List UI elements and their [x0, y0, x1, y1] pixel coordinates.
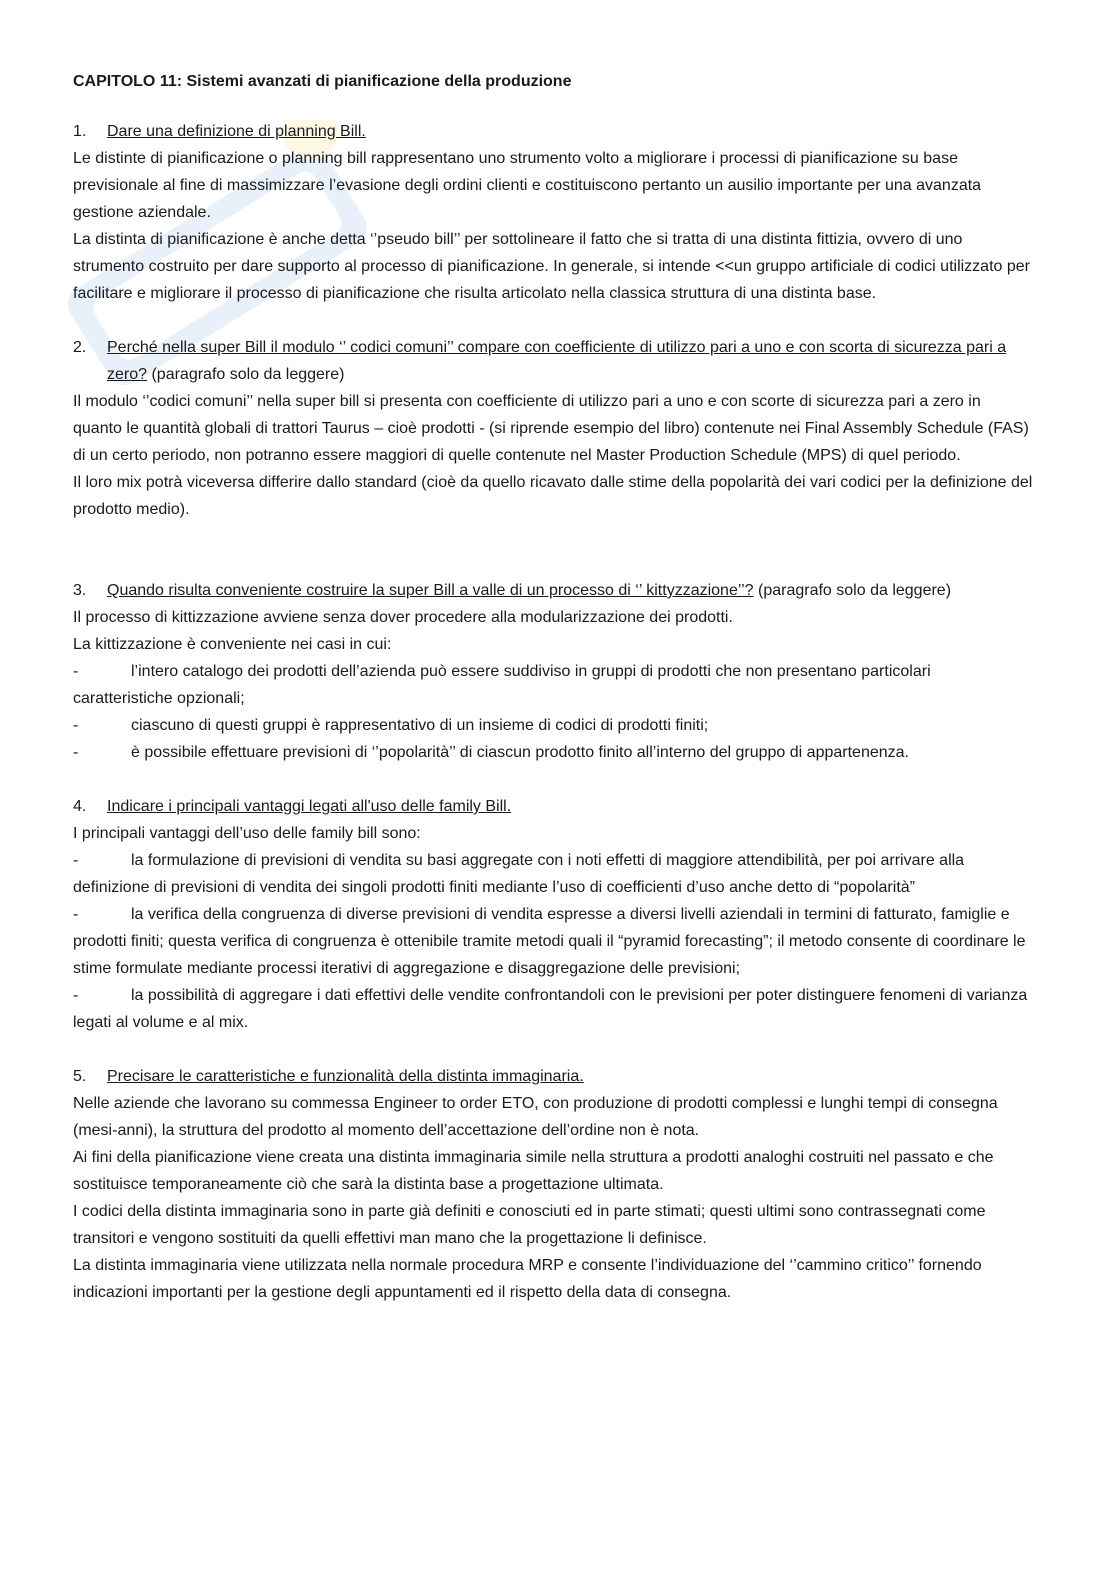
question-text: Dare una definizione di planning Bill. [107, 123, 366, 140]
bullet-item [73, 739, 1033, 766]
answer-paragraph: Nelle aziende che lavorano su commessa Engineer to order ETO, con produzione di prodotti complessi e lunghi tempi di consegna (mesi-anni), la struttura del prodotto al momento dell’accettazione dell’ordine non è nota. [73, 1095, 998, 1139]
answer-paragraph: Il loro mix potrà viceversa differire dallo standard (cioè da quello ricavato dalle stime della popolarità dei vari codici per la definizione del prodotto medio). [73, 474, 1033, 518]
question-note: (paragrafo solo da leggere) [753, 582, 952, 599]
answer-paragraph: La distinta di pianificazione è anche detta ‘’pseudo bill’’ per sottolineare il fatto che si tratta di una distinta fittizia, ovvero di uno strumento costruito per dare supporto al processo di pianificazione. In generale, si intende <<un gruppo artificiale di codici utilizzato per facilitare e migliorare il processo di pianificazione che risulta articolato nella classica struttura di una distinta base. [73, 231, 1030, 302]
bullet-text: ciascuno di questi gruppi è rappresentativo di un insieme di codici di prodotti finiti; [131, 717, 709, 734]
bullet-text: è possibile effettuare previsioni di ‘’popolarità’’ di ciascun prodotto finito all’interno del gruppo di appartenenza. [131, 744, 909, 761]
bullet-dash: - [73, 852, 79, 869]
bullet-dash: - [73, 987, 79, 1004]
answer-paragraph: Il processo di kittizzazione avviene senza dover procedere alla modularizzazione dei prodotti. [73, 609, 733, 626]
bullet-text: la formulazione di previsioni di vendita su basi aggregate con i noti effetti di maggiore attendibilità, per poi arrivare alla definizione di previsioni di vendita dei singoli prodotti finiti mediante l’uso di coefficienti d’uso anche detto di “popolarità” [73, 852, 965, 896]
question-2 [73, 334, 1033, 388]
answer-paragraph: La kittizzazione è conveniente nei casi in cui: [73, 636, 392, 653]
answer-paragraph: La distinta immaginaria viene utilizzata nella normale procedura MRP e consente l’individuazione del ‘’cammino critico’’ fornendo indicazioni importanti per la gestione degli appuntamenti ed il rispetto della data di consegna. [73, 1257, 982, 1301]
bullet-text: la possibilità di aggregare i dati effettivi delle vendite confrontandoli con le previsioni per poter distinguere fenomeni di varianza legati al volume e al mix. [73, 987, 1028, 1031]
answer-paragraph: Le distinte di pianificazione o planning bill rappresentano uno strumento volto a migliorare i processi di pianificazione su base previsionale al fine di massimizzare l’evasione degli ordini clienti e costituiscono pertanto un ausilio importante per una avanzata gestione aziendale. [73, 150, 982, 221]
answer-paragraph: Ai fini della pianificazione viene creata una distinta immaginaria simile nella struttura a prodotti analoghi costruiti nel passato e che sostituisce temporaneamente ciò che sarà la distinta base a progettazione ultimata. [73, 1149, 994, 1193]
bullet-dash: - [73, 663, 79, 680]
bullet-item [73, 712, 1033, 739]
bullet-item [73, 847, 1033, 901]
question-number: 4. [73, 798, 87, 815]
bullet-dash: - [73, 717, 79, 734]
question-number: 5. [73, 1068, 87, 1085]
question-text: Indicare i principali vantaggi legati all'uso delle family Bill. [107, 798, 512, 815]
question-5 [73, 1063, 1033, 1090]
question-number: 3. [73, 582, 87, 599]
document-page [73, 68, 1033, 1306]
chapter-title: CAPITOLO 11: Sistemi avanzati di pianificazione della produzione [73, 73, 572, 90]
bullet-text: l’intero catalogo dei prodotti dell’azienda può essere suddiviso in gruppi di prodotti che non presentano particolari caratteristiche opzionali; [73, 663, 931, 707]
question-4 [73, 793, 1033, 820]
question-1 [73, 118, 1033, 145]
bullet-item [73, 658, 1033, 712]
bullet-item [73, 901, 1033, 982]
bullet-item [73, 982, 1033, 1036]
question-text: Precisare le caratteristiche e funzionalità della distinta immaginaria. [107, 1068, 584, 1085]
answer-paragraph: I codici della distinta immaginaria sono in parte già definiti e conosciuti ed in parte stimati; questi ultimi sono contrassegnati come transitori e vengono sostituiti da quelli effettivi man mano che la progettazione li definisce. [73, 1203, 986, 1247]
question-text: Perché nella super Bill il modulo ‘’ codici comuni’’ compare con coefficiente di utilizzo pari a uno e con scorta di sicurezza pari a zero? [107, 339, 1007, 383]
question-number: 2. [73, 339, 87, 356]
bullet-dash: - [73, 744, 79, 761]
question-3 [73, 577, 1033, 604]
question-number: 1. [73, 123, 87, 140]
bullet-dash: - [73, 906, 79, 923]
answer-paragraph: I principali vantaggi dell’uso delle family bill sono: [73, 825, 421, 842]
question-text: Quando risulta conveniente costruire la super Bill a valle di un processo di ‘’ kittyzzazione’’? [107, 582, 754, 599]
bullet-text: la verifica della congruenza di diverse previsioni di vendita espresse a diversi livelli aziendali in termini di fatturato, famiglie e prodotti finiti; questa verifica di congruenza è ottenibile tramite metodi quali il “pyramid forecasting”; il metodo consente di coordinare le stime formulate mediante processi iterativi di aggregazione e disaggregazione delle previsioni; [73, 906, 1026, 977]
question-note: (paragrafo solo da leggere) [147, 366, 345, 383]
answer-paragraph: Il modulo ‘’codici comuni’’ nella super bill si presenta con coefficiente di utilizzo pari a uno e con scorte di sicurezza pari a zero in quanto le quantità globali di trattori Taurus – cioè prodotti - (si riprende esempio del libro) contenute nei Final Assembly Schedule (FAS) di un certo periodo, non potranno essere maggiori di quelle contenute nel Master Production Schedule (MPS) di quel periodo. [73, 393, 1029, 464]
